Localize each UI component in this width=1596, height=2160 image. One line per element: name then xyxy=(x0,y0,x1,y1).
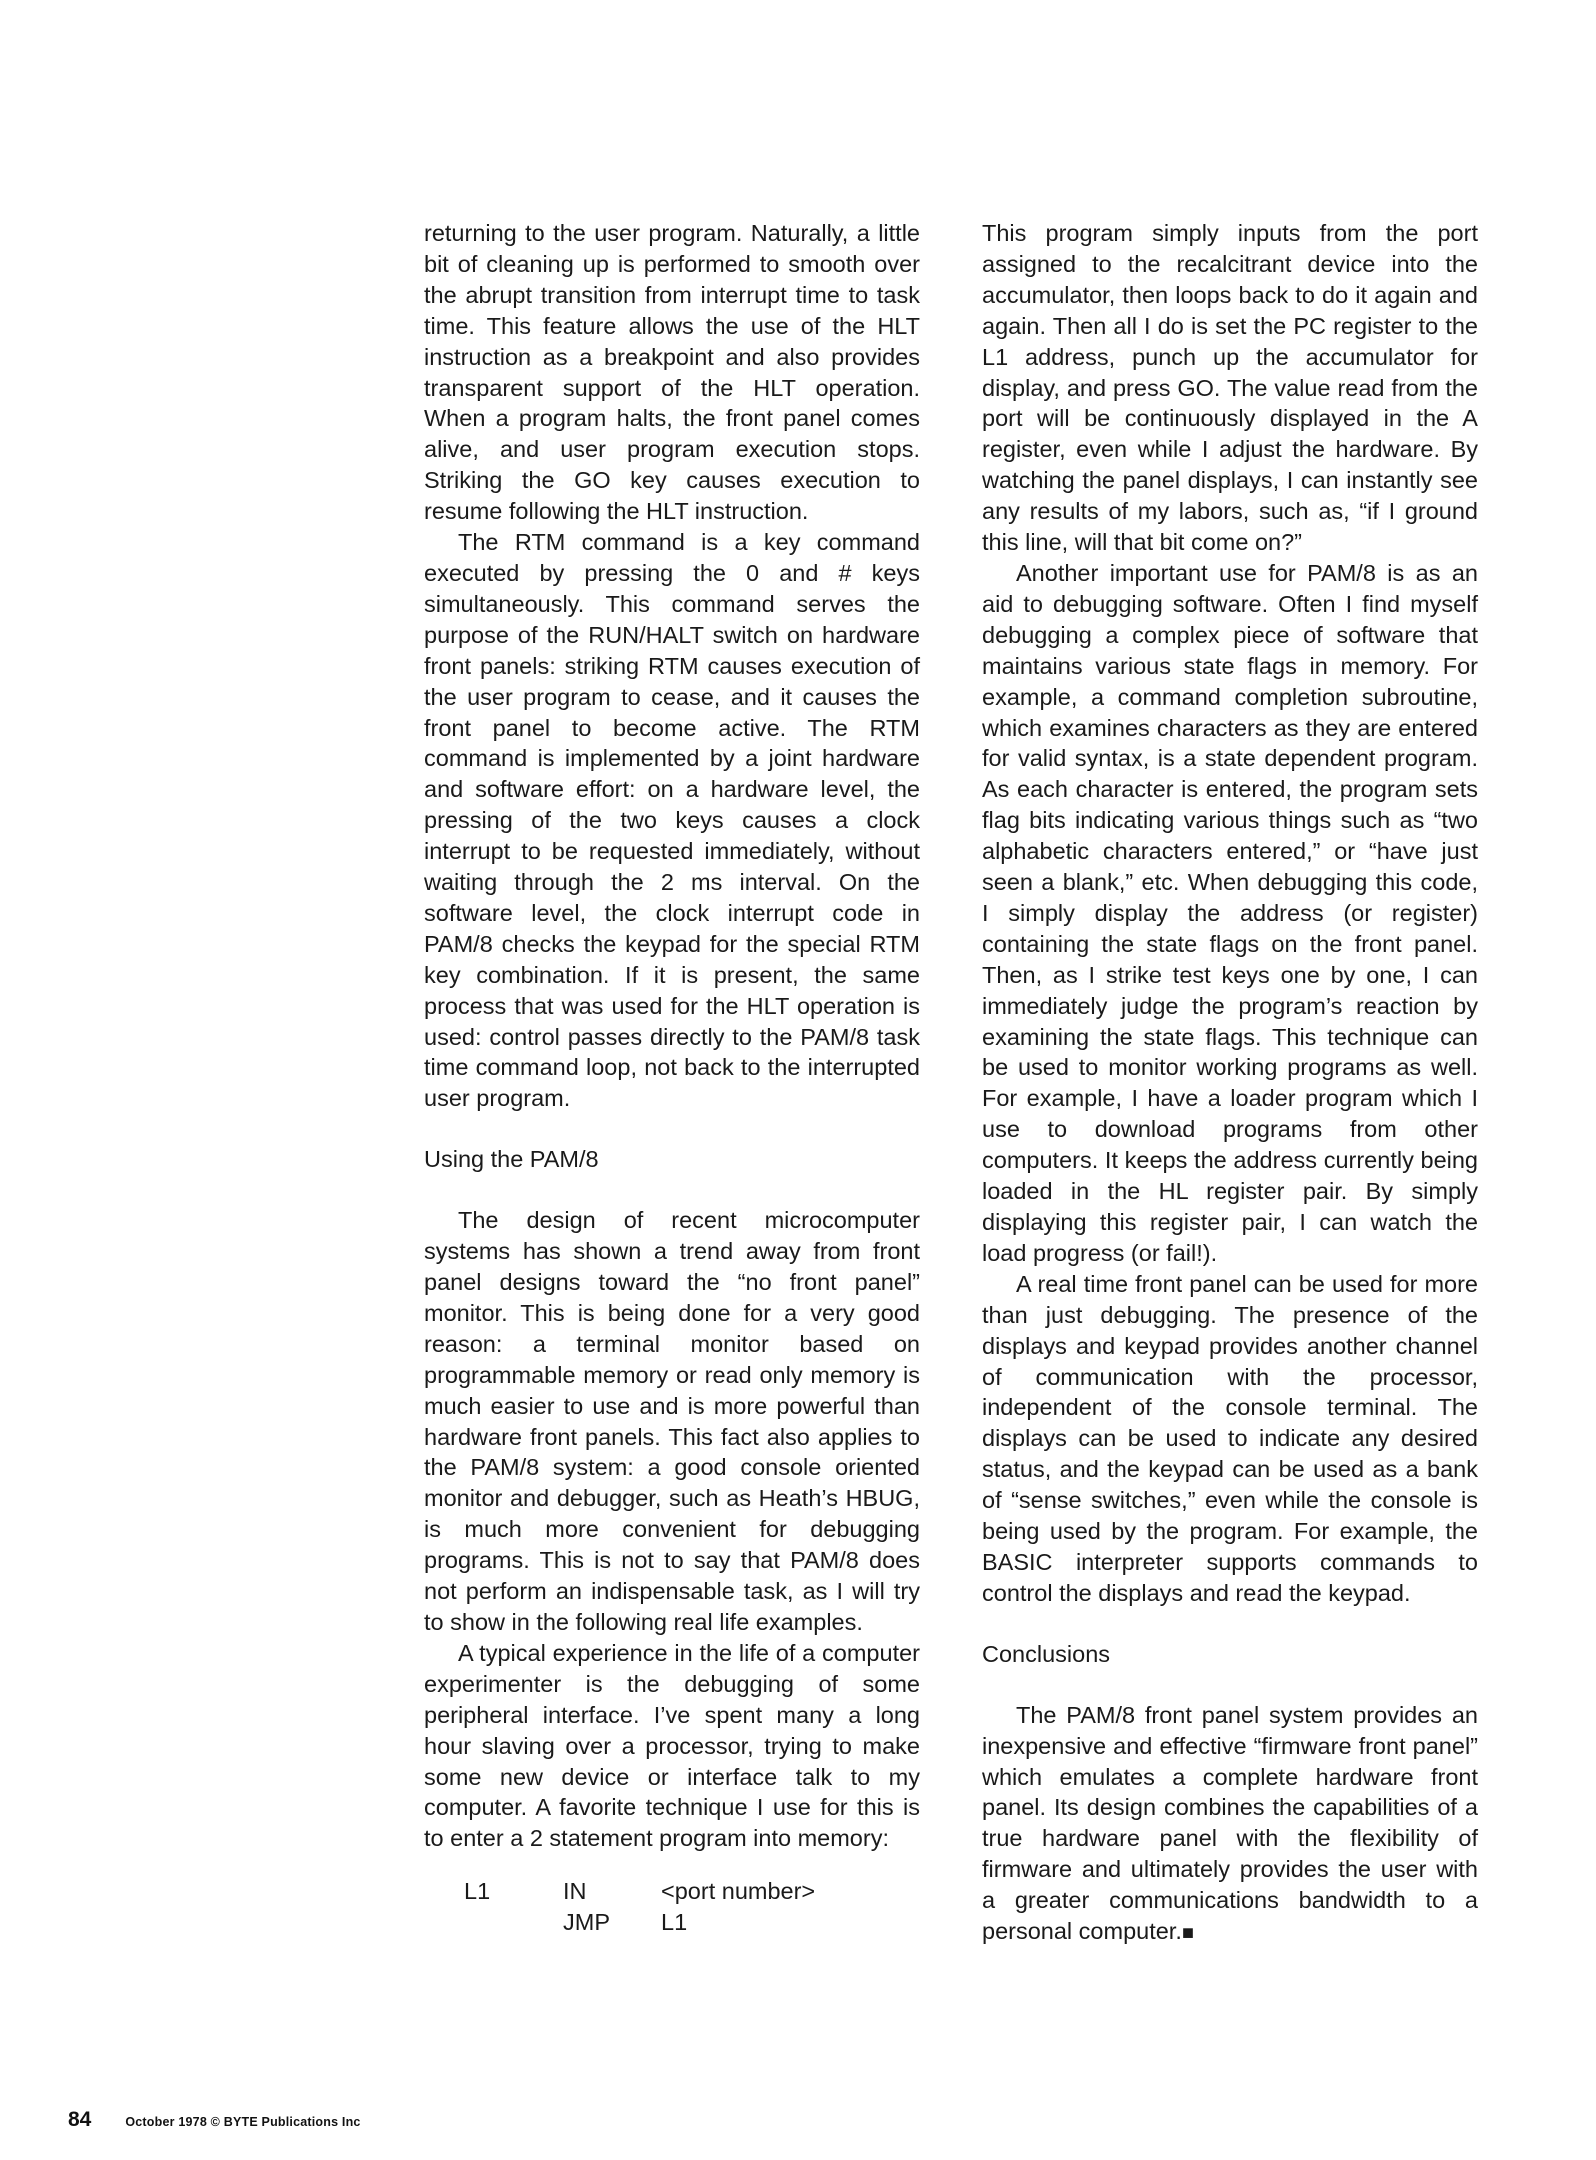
paragraph: returning to the user program. Naturally, a little bit of cleaning up is performed to smooth over the abrupt transition from interrupt time to task time. This feature allows the use of the HLT instruction as a breakpoint and also provides transparent support of the HLT operation. When a program halts, the front panel comes alive, and user program execution stops. Striking the GO key causes execution to resume following the HLT instruction. xyxy=(424,220,920,525)
code-operand: <port number> xyxy=(661,1878,816,1905)
paragraph: This program simply inputs from the port assigned to the recalcitrant device into the accumulator, then loops back to do it again and again. Then all I do is set the PC register to the L1 address, punch up the accumulator for display, and press GO. The value read from the port will be continuously displayed in the A register, even while I adjust the hardware. By watching the panel displays, I can instantly see any results of my labors, such as, “if I ground this line, will that bit come on?” xyxy=(982,220,1478,556)
end-mark-icon: ■ xyxy=(1181,1922,1194,1945)
code-line xyxy=(424,1876,920,1907)
paragraph xyxy=(982,1700,1478,1949)
code-line xyxy=(424,1907,920,1938)
section-heading: Conclusions xyxy=(982,1640,1111,1667)
paragraph: A real time front panel can be used for more than just debugging. The presence of the displays and keypad provides another channel of communication with the processor, independent of the console terminal. The displays can be used to indicate any desired status, and the keypad can be used as a bank of “sense switches,” even while the console is being used by the program. For example, the BASIC interpreter supports commands to control the displays and read the keypad. xyxy=(982,1270,1478,1606)
paragraph-text: The PAM/8 front panel system provides an inexpensive and effective “firmware front panel” which emulates a complete hardware front panel. Its design combines the capabilities of a true hardware panel with the flexibility of firmware and ultimately provides the user with a greater communications bandwidth to a personal computer. xyxy=(982,1701,1478,1945)
section-heading: Using the PAM/8 xyxy=(424,1146,599,1173)
paragraph: The RTM command is a key command executed by pressing the 0 and # keys simultaneously. This command serves the purpose of the RUN/HALT switch on hardware front panels: striking RTM causes execution of the user program to cease, and it causes the front panel to become active. The RTM command is implemented by a joint hardware and software effort: on a hardware level, the pressing of the two keys causes a clock interrupt to be requested immediately, without waiting through the 2 ms interval. On the software level, the clock interrupt code in PAM/8 checks the keypad for the special RTM key combination. If it is present, the same process that was used for the HLT operation is used: control passes directly to the PAM/8 task time command loop, not back to the interrupted user program. xyxy=(424,529,920,1112)
left-column xyxy=(424,218,920,1938)
code-opcode: JMP xyxy=(563,1909,610,1936)
code-opcode: IN xyxy=(563,1878,587,1905)
paragraph: A typical experience in the life of a computer experimenter is the debugging of some peripheral interface. I’ve spent many a long hour slaving over a processor, trying to make some new device or interface talk to my computer. A favorite technique I use for this is to enter a 2 statement program into memory: xyxy=(424,1639,920,1852)
paragraph: The design of recent microcomputer systems has shown a trend away from front panel designs toward the “no front panel” monitor. This is being done for a very good reason: a terminal monitor based on programmable memory or read only memory is much easier to use and is more powerful than hardware front panels. This fact also applies to the PAM/8 system: a good console oriented monitor and debugger, such as Heath’s HBUG, is much more convenient for debugging programs. This is not to say that PAM/8 does not perform an indispensable task, as I will try to show in the following real life examples. xyxy=(424,1207,920,1635)
right-column xyxy=(982,218,1478,1949)
code-operand: L1 xyxy=(661,1909,688,1936)
page-number: 84 xyxy=(68,2108,92,2131)
page-footer xyxy=(68,2108,361,2132)
code-listing xyxy=(424,1876,920,1938)
code-label xyxy=(424,1907,563,1938)
paragraph: Another important use for PAM/8 is as an aid to debugging software. Often I find myself debugging a complex piece of software that maintains various state flags in memory. For example, a command completion subroutine, which examines characters as they are entered for valid syntax, is a state dependent program. As each character is entered, the program sets flag bits indicating various things such as “two alphabetic characters entered,” or “have just seen a blank,” etc. When debugging this code, I simply display the address (or register) containing the state flags on the front panel. Then, as I strike test keys one by one, I can immediately judge the program’s reaction by examining the state flags. This technique can be used to monitor working programs as well. For example, I have a loader program which I use to download programs from other computers. It keeps the address currently being loaded in the HL register pair. By simply displaying this register pair, I can watch the load progress (or fail!). xyxy=(982,559,1478,1266)
code-label: L1 xyxy=(464,1878,491,1905)
publication-credit: October 1978 © BYTE Publications Inc xyxy=(125,2115,361,2129)
